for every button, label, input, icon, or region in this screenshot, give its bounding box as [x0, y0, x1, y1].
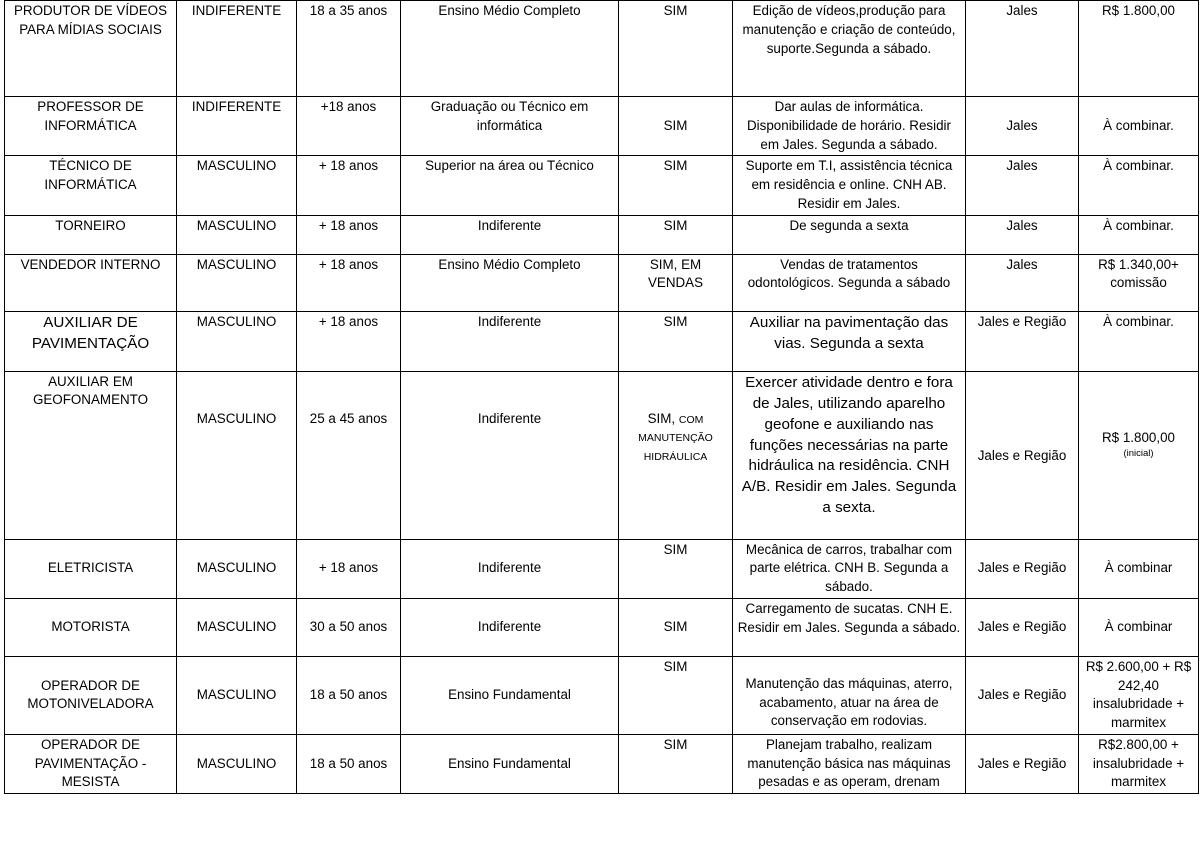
- gender-cell: MASCULINO: [177, 734, 297, 793]
- experience-cell: SIM: [619, 1, 733, 97]
- salary-text: À combinar.: [1103, 118, 1174, 133]
- table-row: [5, 598, 1199, 656]
- location-cell: Jales e Região: [966, 734, 1079, 793]
- location-cell: Jales e Região: [966, 598, 1079, 656]
- age-cell: 18 a 50 anos: [297, 734, 401, 793]
- salary-note: (inicial): [1123, 448, 1154, 460]
- experience-detail: COM MANUTENÇÃO HIDRÁULICA: [638, 413, 713, 464]
- job-title: ELETRICISTA: [5, 539, 177, 598]
- location-cell: Jales: [966, 215, 1079, 254]
- description-cell: Exercer atividade dentro e fora de Jales, utilizando aparelho geofone e auxiliando nas funções necessárias na parte hidráulica na residência. CNH A/B. Residir em Jales. Segunda a sexta.: [733, 371, 966, 539]
- education-cell: Indiferente: [401, 539, 619, 598]
- table-row: [5, 371, 1199, 539]
- age-cell: + 18 anos: [297, 156, 401, 215]
- education-cell: Indiferente: [401, 371, 619, 539]
- job-title: MOTORISTA: [5, 598, 177, 656]
- description-cell: Auxiliar na pavimentação das vias. Segunda a sexta: [733, 311, 966, 371]
- job-title: PRODUTOR DE VÍDEOS PARA MÍDIAS SOCIAIS: [5, 1, 177, 97]
- experience-cell: SIM: [619, 734, 733, 793]
- gender-cell: INDIFERENTE: [177, 1, 297, 97]
- location-cell: Jales e Região: [966, 371, 1079, 539]
- gender-cell: MASCULINO: [177, 598, 297, 656]
- description-cell: Vendas de tratamentos odontológicos. Segunda a sábado: [733, 254, 966, 311]
- table-row: [5, 311, 1199, 371]
- table-row: [5, 539, 1199, 598]
- description-cell: Carregamento de sucatas. CNH E. Residir em Jales. Segunda a sábado.: [733, 598, 966, 656]
- salary-cell: À combinar: [1079, 539, 1199, 598]
- salary-cell: R$ 1.800,00: [1079, 1, 1199, 97]
- experience-cell: SIM: [619, 311, 733, 371]
- age-cell: +18 anos: [297, 97, 401, 156]
- education-cell: Indiferente: [401, 598, 619, 656]
- gender-cell: MASCULINO: [177, 311, 297, 371]
- education-cell: Ensino Fundamental: [401, 734, 619, 793]
- location-cell: Jales e Região: [966, 311, 1079, 371]
- age-cell: 18 a 50 anos: [297, 656, 401, 734]
- gender-cell: MASCULINO: [177, 156, 297, 215]
- gender-cell: MASCULINO: [177, 656, 297, 734]
- location-cell: [966, 97, 1079, 156]
- job-title: OPERADOR DE MOTONIVELADORA: [5, 656, 177, 734]
- description-cell: Edição de vídeos,produção para manutenção e criação de conteúdo, suporte.Segunda a sábado.: [733, 1, 966, 97]
- description-cell: Mecânica de carros, trabalhar com parte elétrica. CNH B. Segunda a sábado.: [733, 539, 966, 598]
- table-row: [5, 97, 1199, 156]
- job-vacancies-table: [4, 0, 1199, 794]
- experience-text: SIM,: [647, 410, 676, 426]
- gender-cell: MASCULINO: [177, 539, 297, 598]
- age-cell: 30 a 50 anos: [297, 598, 401, 656]
- job-title: OPERADOR DE PAVIMENTAÇÃO - MESISTA: [5, 734, 177, 793]
- salary-text: R$ 1.800,00: [1102, 429, 1175, 445]
- description-cell: Planejam trabalho, realizam manutenção básica nas máquinas pesadas e as operam, drenam: [733, 734, 966, 793]
- education-cell: Ensino Fundamental: [401, 656, 619, 734]
- table-row: [5, 156, 1199, 215]
- education-cell: Ensino Médio Completo: [401, 1, 619, 97]
- job-title: VENDEDOR INTERNO: [5, 254, 177, 311]
- job-table-page: [4, 0, 1199, 794]
- age-cell: + 18 anos: [297, 539, 401, 598]
- job-title: TORNEIRO: [5, 215, 177, 254]
- salary-cell: À combinar: [1079, 598, 1199, 656]
- description-cell: Suporte em T.I, assistência técnica em residência e online. CNH AB. Residir em Jales.: [733, 156, 966, 215]
- job-title: PROFESSOR DE INFORMÁTICA: [5, 97, 177, 156]
- education-cell: Indiferente: [401, 311, 619, 371]
- table-row: [5, 254, 1199, 311]
- description-cell: De segunda a sexta: [733, 215, 966, 254]
- experience-cell: SIM: [619, 598, 733, 656]
- experience-cell: SIM: [619, 156, 733, 215]
- job-title: AUXILIAR DE PAVIMENTAÇÃO: [5, 311, 177, 371]
- job-title: AUXILIAR EM GEOFONAMENTO: [5, 371, 177, 539]
- location-cell: Jales e Região: [966, 539, 1079, 598]
- education-cell: Superior na área ou Técnico: [401, 156, 619, 215]
- salary-cell: À combinar.: [1079, 215, 1199, 254]
- experience-text: SIM: [663, 118, 688, 133]
- table-row: [5, 1, 1199, 97]
- gender-cell: MASCULINO: [177, 215, 297, 254]
- experience-cell: SIM, EM VENDAS: [619, 254, 733, 311]
- location-cell: Jales: [966, 254, 1079, 311]
- age-cell: + 18 anos: [297, 215, 401, 254]
- age-cell: 25 a 45 anos: [297, 371, 401, 539]
- gender-cell: INDIFERENTE: [177, 97, 297, 156]
- age-cell: + 18 anos: [297, 311, 401, 371]
- salary-cell: [1079, 371, 1199, 539]
- age-cell: 18 a 35 anos: [297, 1, 401, 97]
- salary-cell: R$ 1.340,00+ comissão: [1079, 254, 1199, 311]
- location-cell: Jales: [966, 1, 1079, 97]
- experience-cell: SIM: [619, 539, 733, 598]
- age-cell: + 18 anos: [297, 254, 401, 311]
- description-text: Manutenção das máquinas, aterro, acabamento, atuar na área de conservação em rodovias.: [745, 675, 953, 729]
- experience-cell: [619, 371, 733, 539]
- gender-cell: MASCULINO: [177, 254, 297, 311]
- table-row: [5, 734, 1199, 793]
- location-cell: Jales: [966, 156, 1079, 215]
- description-cell: Dar aulas de informática. Disponibilidade de horário. Residir em Jales. Segunda a sábado.: [733, 97, 966, 156]
- education-cell: Ensino Médio Completo: [401, 254, 619, 311]
- description-cell: [733, 656, 966, 734]
- salary-cell: R$2.800,00 + insalubridade + marmitex: [1079, 734, 1199, 793]
- gender-cell: MASCULINO: [177, 371, 297, 539]
- education-cell: Indiferente: [401, 215, 619, 254]
- salary-cell: À combinar.: [1079, 156, 1199, 215]
- job-title: TÉCNICO DE INFORMÁTICA: [5, 156, 177, 215]
- experience-cell: SIM: [619, 215, 733, 254]
- salary-cell: R$ 2.600,00 + R$ 242,40 insalubridade + marmitex: [1079, 656, 1199, 734]
- salary-cell: [1079, 97, 1199, 156]
- salary-cell: À combinar.: [1079, 311, 1199, 371]
- location-cell: Jales e Região: [966, 656, 1079, 734]
- experience-cell: [619, 97, 733, 156]
- experience-cell: SIM: [619, 656, 733, 734]
- location-text: Jales: [1006, 118, 1038, 133]
- table-row: [5, 656, 1199, 734]
- education-cell: Graduação ou Técnico em informática: [401, 97, 619, 156]
- table-row: [5, 215, 1199, 254]
